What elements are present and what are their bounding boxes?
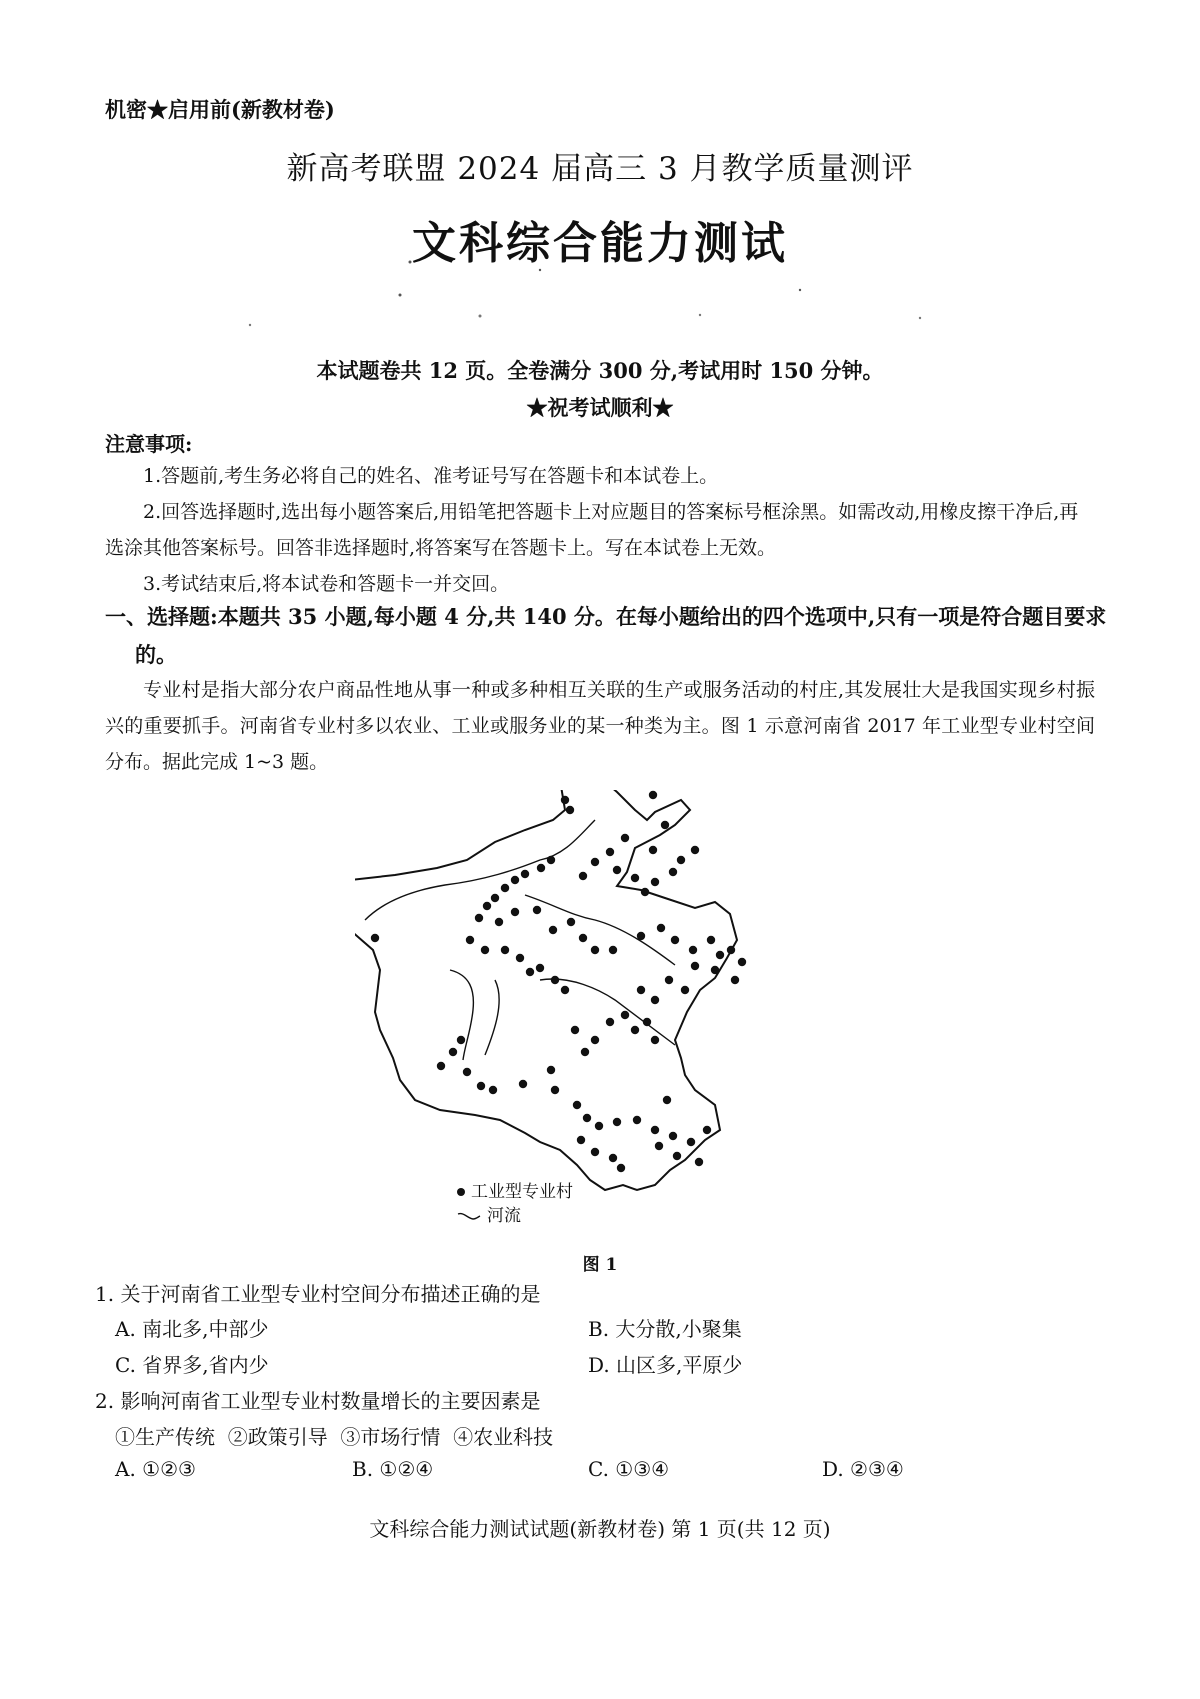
map-legend	[457, 1180, 573, 1228]
village-dot	[551, 1086, 559, 1094]
question-2-stem: 2. 影响河南省工业型专业村数量增长的主要因素是	[95, 1389, 541, 1413]
confidential-label: 机密★启用前(新教材卷)	[105, 97, 335, 122]
river-yellow	[365, 820, 595, 920]
village-dot	[649, 846, 657, 854]
village-dot	[689, 946, 697, 954]
village-dot	[633, 1116, 641, 1124]
village-dot	[547, 1066, 555, 1074]
question-1-option-d: D. 山区多,平原少	[588, 1353, 743, 1377]
river-line-icon	[457, 1210, 481, 1222]
village-dot	[663, 1096, 671, 1104]
village-dot	[669, 868, 677, 876]
village-dot	[463, 1068, 471, 1076]
village-dot	[547, 856, 555, 864]
village-dot	[567, 918, 575, 926]
village-dot	[613, 866, 621, 874]
village-dot	[665, 976, 673, 984]
river-huai	[540, 979, 675, 1045]
village-dot	[536, 964, 544, 972]
village-dot	[651, 1036, 659, 1044]
village-dot	[606, 1018, 614, 1026]
village-dot	[591, 946, 599, 954]
notice-heading: 注意事项:	[105, 432, 193, 456]
village-dot	[655, 1142, 663, 1150]
village-dot	[687, 1138, 695, 1146]
river-han	[485, 980, 499, 1055]
legend-rivers	[457, 1204, 573, 1228]
village-dot	[621, 1011, 629, 1019]
village-dot	[716, 951, 724, 959]
village-dot	[579, 872, 587, 880]
question-1-option-b: B. 大分散,小聚集	[588, 1317, 742, 1341]
village-dot	[466, 936, 474, 944]
section-heading: 一、选择题:本题共 35 小题,每小题 4 分,共 140 分。在每小题给出的四个选项中,只有一项是符合题目要求的。	[105, 604, 1107, 667]
village-dot	[661, 821, 669, 829]
river-west	[450, 970, 473, 1060]
village-dot	[449, 1048, 457, 1056]
village-dot	[561, 986, 569, 994]
legend-rivers-label: 河流	[487, 1206, 521, 1226]
province-outline	[355, 790, 737, 1190]
village-dot	[566, 806, 574, 814]
question-2-option-b: B. ①②④	[352, 1457, 434, 1481]
village-dot	[643, 1018, 651, 1026]
village-dot	[691, 846, 699, 854]
village-dot	[595, 1122, 603, 1130]
question-2-factors: ①生产传统 ②政策引导 ③市场行情 ④农业科技	[115, 1425, 554, 1449]
village-dot	[516, 954, 524, 962]
village-dot	[571, 1026, 579, 1034]
village-dot	[681, 986, 689, 994]
village-dot	[731, 976, 739, 984]
village-dot	[481, 946, 489, 954]
village-dot	[501, 884, 509, 892]
village-dot	[483, 902, 491, 910]
notice-item-3: 3.考试结束后,将本试卷和答题卡一并交回。	[143, 573, 510, 595]
village-dot	[738, 958, 746, 966]
legend-villages	[457, 1180, 573, 1204]
village-dot	[727, 946, 735, 954]
village-dot	[703, 1126, 711, 1134]
village-dot	[457, 1036, 465, 1044]
village-dot	[521, 870, 529, 878]
village-dot	[649, 791, 657, 799]
village-dot	[609, 946, 617, 954]
question-2-option-c: C. ①③④	[588, 1457, 670, 1481]
legend-villages-label: 工业型专业村	[471, 1182, 573, 1202]
village-dot	[637, 986, 645, 994]
village-dot	[371, 934, 379, 942]
paper-info: 本试题卷共 12 页。全卷满分 300 分,考试用时 150 分钟。	[316, 358, 884, 383]
village-dot	[519, 1080, 527, 1088]
village-dot	[631, 874, 639, 882]
village-dot	[677, 856, 685, 864]
exam-title: 新高考联盟 2024 届高三 3 月教学质量测评	[286, 151, 914, 187]
village-dot	[651, 1126, 659, 1134]
henan-map	[355, 790, 795, 1240]
village-dot	[707, 936, 715, 944]
notice-item-1: 1.答题前,考生务必将自己的姓名、准考证号写在答题卡和本试卷上。	[143, 465, 719, 487]
village-dot	[657, 924, 665, 932]
village-dot	[537, 864, 545, 872]
village-dot	[641, 888, 649, 896]
village-dot	[691, 962, 699, 970]
village-dot	[651, 878, 659, 886]
village-dot	[533, 906, 541, 914]
village-dot	[637, 932, 645, 940]
village-dot	[501, 946, 509, 954]
village-dot	[579, 934, 587, 942]
village-dot	[551, 976, 559, 984]
intro-paragraph: 专业村是指大部分农户商品性地从事一种或多种相互关联的生产或服务活动的村庄,其发展壮大是我国实现乡村振兴的重要抓手。河南省专业村多以农业、工业或服务业的某一种类为主。图 1 示意河南省 2017 年工业型专业村空间分布。据此完成 1~3 题。	[105, 679, 1095, 773]
village-dot	[561, 796, 569, 804]
village-dot	[673, 1152, 681, 1160]
village-dot	[613, 1118, 621, 1126]
notice-item-2: 2.回答选择题时,选出每小题答案后,用铅笔把答题卡上对应题目的答案标号框涂黑。如需改动,用橡皮擦干净后,再选涂其他答案标号。回答非选择题时,将答案写在答题卡上。写在本试卷上无效。	[105, 501, 1079, 559]
question-1-option-c: C. 省界多,省内少	[115, 1353, 269, 1377]
village-dot	[495, 918, 503, 926]
figure-caption: 图 1	[582, 1255, 618, 1275]
village-dot	[631, 1026, 639, 1034]
subject-title: 文科综合能力测试	[412, 218, 788, 269]
village-dot	[511, 876, 519, 884]
village-dot	[477, 1082, 485, 1090]
village-dot	[549, 926, 557, 934]
village-dot	[489, 1086, 497, 1094]
village-dot	[583, 1114, 591, 1122]
village-dot	[591, 1036, 599, 1044]
scan-specks	[220, 250, 1000, 330]
village-dot	[475, 914, 483, 922]
village-dot	[526, 968, 534, 976]
question-1-stem: 1. 关于河南省工业型专业村空间分布描述正确的是	[95, 1282, 541, 1306]
village-dots	[371, 791, 746, 1172]
question-2-option-d: D. ②③④	[822, 1457, 904, 1481]
village-dot	[577, 1136, 585, 1144]
notice-list	[105, 458, 1095, 602]
village-dot	[606, 848, 614, 856]
page-footer: 文科综合能力测试试题(新教材卷) 第 1 页(共 12 页)	[369, 1517, 831, 1541]
village-dot	[671, 936, 679, 944]
question-2-option-a: A. ①②③	[115, 1457, 196, 1481]
village-dot	[491, 894, 499, 902]
village-dot	[437, 1062, 445, 1070]
village-dot	[621, 834, 629, 842]
village-dot	[651, 996, 659, 1004]
river-central	[525, 895, 675, 965]
village-dot	[591, 1148, 599, 1156]
village-dot	[591, 858, 599, 866]
village-dot	[511, 908, 519, 916]
village-dot	[695, 1158, 703, 1166]
village-dot	[669, 1132, 677, 1140]
good-luck-line: ★祝考试顺利★	[526, 395, 674, 420]
village-dot	[711, 966, 719, 974]
question-1-option-a: A. 南北多,中部少	[115, 1317, 269, 1341]
village-dot	[617, 1164, 625, 1172]
village-dot	[573, 1101, 581, 1109]
village-dot	[581, 1048, 589, 1056]
village-dot-icon	[457, 1188, 465, 1196]
village-dot	[609, 1154, 617, 1162]
